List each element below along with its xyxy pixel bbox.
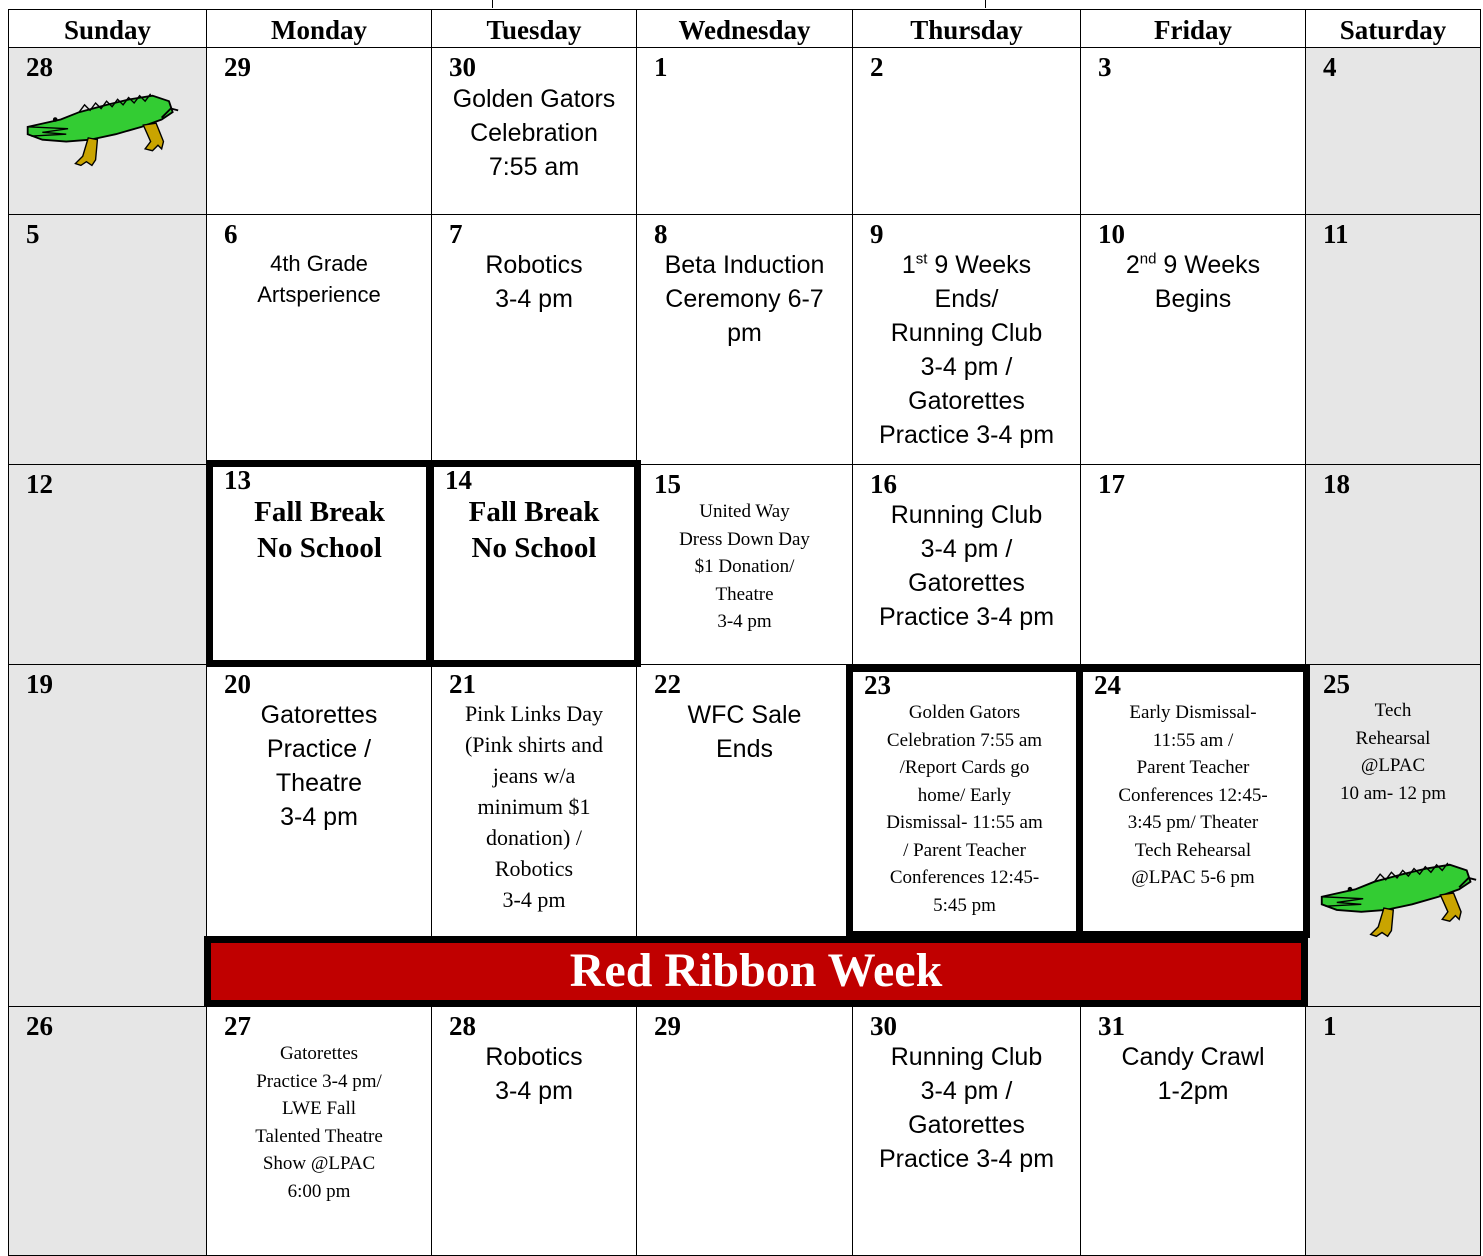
day-cell xyxy=(1080,47,1306,215)
day-cell xyxy=(206,664,432,938)
day-number: 28 xyxy=(26,52,53,82)
day-number: 2 xyxy=(870,52,884,82)
event-line: minimum $1 xyxy=(477,794,591,819)
event-line: Running Club xyxy=(890,1043,1043,1071)
event-line: 1-2pm xyxy=(1157,1077,1229,1105)
day-number: 29 xyxy=(224,52,251,82)
event-line: /Report Cards go xyxy=(899,757,1030,778)
day-events xyxy=(207,248,431,310)
event-line: Running Club xyxy=(890,501,1043,529)
day-cell xyxy=(431,664,637,938)
day-events xyxy=(853,1040,1080,1176)
event-line: home/ Early xyxy=(917,784,1012,806)
event-line: donation) / xyxy=(486,825,582,850)
event-line: 3-4 pm xyxy=(280,803,358,831)
day-events xyxy=(1083,699,1303,892)
day-cell xyxy=(431,1006,637,1256)
event-line: Practice 3-4 pm xyxy=(878,421,1055,449)
day-cell xyxy=(636,464,853,665)
event-line: pm xyxy=(727,319,762,347)
day-cell xyxy=(8,464,207,665)
day-number: 15 xyxy=(654,469,681,499)
event-line: 3-4 pm xyxy=(495,285,573,313)
day-number: 20 xyxy=(224,669,251,699)
event-line: 5:45 pm xyxy=(933,894,996,916)
day-events xyxy=(432,82,636,184)
day-cell xyxy=(1076,665,1310,938)
event-line: 1st 9 Weeks xyxy=(901,250,1032,279)
event-line: Theatre xyxy=(715,583,774,605)
day-events xyxy=(213,494,426,566)
day-cell xyxy=(1080,1006,1306,1256)
event-line: 3-4 pm xyxy=(502,887,566,912)
event-line: 3-4 pm xyxy=(717,611,772,632)
day-number: 8 xyxy=(654,219,668,249)
day-cell xyxy=(8,1006,207,1256)
red-ribbon-week-banner: Red Ribbon Week xyxy=(204,936,1308,1007)
day-number: 7 xyxy=(449,219,463,249)
event-line: Gatorettes xyxy=(908,569,1025,597)
event-line: Practice 3-4 pm/ xyxy=(256,1070,382,1092)
day-header-wednesday: Wednesday xyxy=(636,9,853,48)
day-events xyxy=(207,698,431,834)
event-line: Beta Induction xyxy=(664,251,825,279)
day-cell xyxy=(1080,214,1306,465)
event-line: Ends xyxy=(716,735,773,763)
day-number: 31 xyxy=(1098,1011,1125,1041)
day-cell xyxy=(1305,664,1481,1007)
day-number: 25 xyxy=(1323,669,1350,699)
day-events xyxy=(853,498,1080,634)
day-cell xyxy=(852,1006,1081,1256)
event-line: Practice 3-4 pm xyxy=(878,603,1055,631)
event-line: Practice / xyxy=(266,735,372,763)
day-header-thursday: Thursday xyxy=(852,9,1081,48)
day-number: 5 xyxy=(26,219,40,249)
event-line: 3-4 pm xyxy=(495,1077,573,1105)
day-number: 4 xyxy=(1323,52,1337,82)
day-number: 21 xyxy=(449,669,476,699)
day-number: 14 xyxy=(445,465,472,495)
event-line: Show @LPAC xyxy=(262,1153,376,1174)
day-events xyxy=(853,699,1076,919)
event-line: Gatorettes xyxy=(908,387,1025,415)
day-number: 6 xyxy=(224,219,238,249)
day-number: 11 xyxy=(1323,219,1349,249)
event-line: Robotics xyxy=(485,251,583,279)
event-line: Candy Crawl xyxy=(1121,1043,1265,1071)
event-line: WFC Sale xyxy=(687,701,802,729)
day-events xyxy=(432,1040,636,1108)
event-line: Fall Break xyxy=(468,496,600,528)
day-header-friday: Friday xyxy=(1080,9,1306,48)
day-number: 9 xyxy=(870,219,884,249)
event-line: Robotics xyxy=(485,1043,583,1071)
event-line: Robotics xyxy=(494,856,574,881)
event-line: Golden Gators xyxy=(908,702,1021,723)
day-cell xyxy=(1080,464,1306,665)
day-number: 16 xyxy=(870,469,897,499)
day-events xyxy=(637,498,852,636)
event-line: No School xyxy=(471,532,597,564)
event-line: Gatorettes xyxy=(908,1111,1025,1139)
event-line: Golden Gators xyxy=(452,85,616,113)
event-line: Tech Rehearsal xyxy=(1134,839,1252,861)
event-line: / Parent Teacher xyxy=(903,839,1026,861)
day-cell xyxy=(636,1006,853,1256)
day-cell xyxy=(636,214,853,465)
event-line: 7:55 am xyxy=(488,153,580,181)
day-cell xyxy=(636,664,853,938)
day-events xyxy=(637,248,852,350)
day-events xyxy=(1306,697,1480,807)
day-cell xyxy=(852,464,1081,665)
event-line: 2nd 9 Weeks xyxy=(1125,250,1261,279)
day-number: 1 xyxy=(1323,1011,1337,1041)
event-line: Early Dismissal- xyxy=(1129,702,1257,723)
event-line: United Way xyxy=(699,501,790,522)
event-line: Artsperience xyxy=(257,282,381,307)
day-cell xyxy=(636,47,853,215)
alligator-icon xyxy=(24,92,180,175)
event-line: Gatorettes xyxy=(260,701,378,729)
event-line: Gatorettes xyxy=(279,1043,359,1064)
day-events xyxy=(432,698,636,915)
day-number: 17 xyxy=(1098,469,1125,499)
event-line: 3-4 pm / xyxy=(920,353,1013,381)
event-line: 3-4 pm / xyxy=(920,535,1013,563)
event-line: Conferences 12:45- xyxy=(1118,784,1268,806)
day-number: 30 xyxy=(870,1011,897,1041)
day-cell xyxy=(206,47,432,215)
day-cell xyxy=(8,664,207,1007)
event-line: Rehearsal xyxy=(1355,727,1431,749)
event-line: Tech xyxy=(1374,700,1412,721)
event-line: Conferences 12:45- xyxy=(889,867,1040,888)
day-cell xyxy=(1305,1006,1481,1256)
event-line: Talented Theatre xyxy=(255,1125,383,1147)
day-cell xyxy=(1305,464,1481,665)
day-events xyxy=(432,248,636,316)
day-number: 27 xyxy=(224,1011,251,1041)
event-line: 10 am- 12 pm xyxy=(1339,782,1447,804)
alligator-icon xyxy=(1318,861,1478,946)
day-events xyxy=(1081,1040,1305,1108)
event-line: LWE Fall xyxy=(281,1098,357,1119)
event-line: $1 Donation/ xyxy=(694,556,795,577)
event-line: Dress Down Day xyxy=(679,528,810,550)
event-line: Parent Teacher xyxy=(1136,757,1250,778)
header-tab-mark xyxy=(492,0,986,8)
day-number: 18 xyxy=(1323,469,1350,499)
day-number: 19 xyxy=(26,669,53,699)
day-header-tuesday: Tuesday xyxy=(431,9,637,48)
event-line: Pink Links Day xyxy=(464,701,604,726)
day-header-monday: Monday xyxy=(206,9,432,48)
day-cell xyxy=(206,214,432,465)
day-header-sunday: Sunday xyxy=(8,9,207,48)
day-cell xyxy=(206,460,433,667)
event-line: Begins xyxy=(1154,285,1232,313)
event-line: (Pink shirts and xyxy=(464,732,604,757)
event-line: 6:00 pm xyxy=(287,1180,351,1202)
day-cell xyxy=(8,214,207,465)
event-line: jeans w/a xyxy=(492,763,576,788)
event-line: 3-4 pm / xyxy=(920,1077,1013,1105)
event-line: Dismissal- 11:55 am xyxy=(886,812,1043,833)
day-number: 3 xyxy=(1098,52,1112,82)
day-cell xyxy=(1305,214,1481,465)
day-number: 26 xyxy=(26,1011,53,1041)
day-events xyxy=(434,494,634,566)
event-line: Fall Break xyxy=(254,496,385,528)
day-number: 1 xyxy=(654,52,668,82)
day-number: 24 xyxy=(1094,670,1121,700)
day-number: 30 xyxy=(449,52,476,82)
day-number: 10 xyxy=(1098,219,1125,249)
day-number: 23 xyxy=(864,670,891,700)
day-cell xyxy=(846,665,1083,938)
event-line: Theatre xyxy=(275,769,363,797)
event-line: Ends/ xyxy=(934,285,999,313)
event-line: 4th Grade xyxy=(270,251,368,276)
event-line: Running Club xyxy=(890,319,1043,347)
day-number: 29 xyxy=(654,1011,681,1041)
day-cell xyxy=(206,1006,432,1256)
day-number: 22 xyxy=(654,669,681,699)
day-events xyxy=(853,248,1080,452)
event-line: @LPAC xyxy=(1360,755,1426,776)
event-line: No School xyxy=(257,532,382,564)
day-cell xyxy=(431,214,637,465)
event-line: Practice 3-4 pm xyxy=(878,1145,1055,1173)
day-cell xyxy=(852,214,1081,465)
day-cell xyxy=(431,47,637,215)
event-line: 3:45 pm/ Theater xyxy=(1127,812,1259,833)
day-cell xyxy=(427,460,641,667)
day-number: 13 xyxy=(224,465,251,495)
event-line: Celebration 7:55 am xyxy=(886,729,1043,751)
day-cell xyxy=(1305,47,1481,215)
day-events xyxy=(1081,248,1305,316)
event-line: 11:55 am / xyxy=(1152,729,1234,751)
day-events xyxy=(207,1040,431,1205)
day-number: 28 xyxy=(449,1011,476,1041)
event-line: Celebration xyxy=(470,119,598,147)
day-number: 12 xyxy=(26,469,53,499)
day-cell xyxy=(852,47,1081,215)
day-events xyxy=(637,698,852,766)
event-line: @LPAC 5-6 pm xyxy=(1131,867,1255,888)
event-line: Ceremony 6-7 xyxy=(665,285,824,313)
day-header-saturday: Saturday xyxy=(1305,9,1481,48)
